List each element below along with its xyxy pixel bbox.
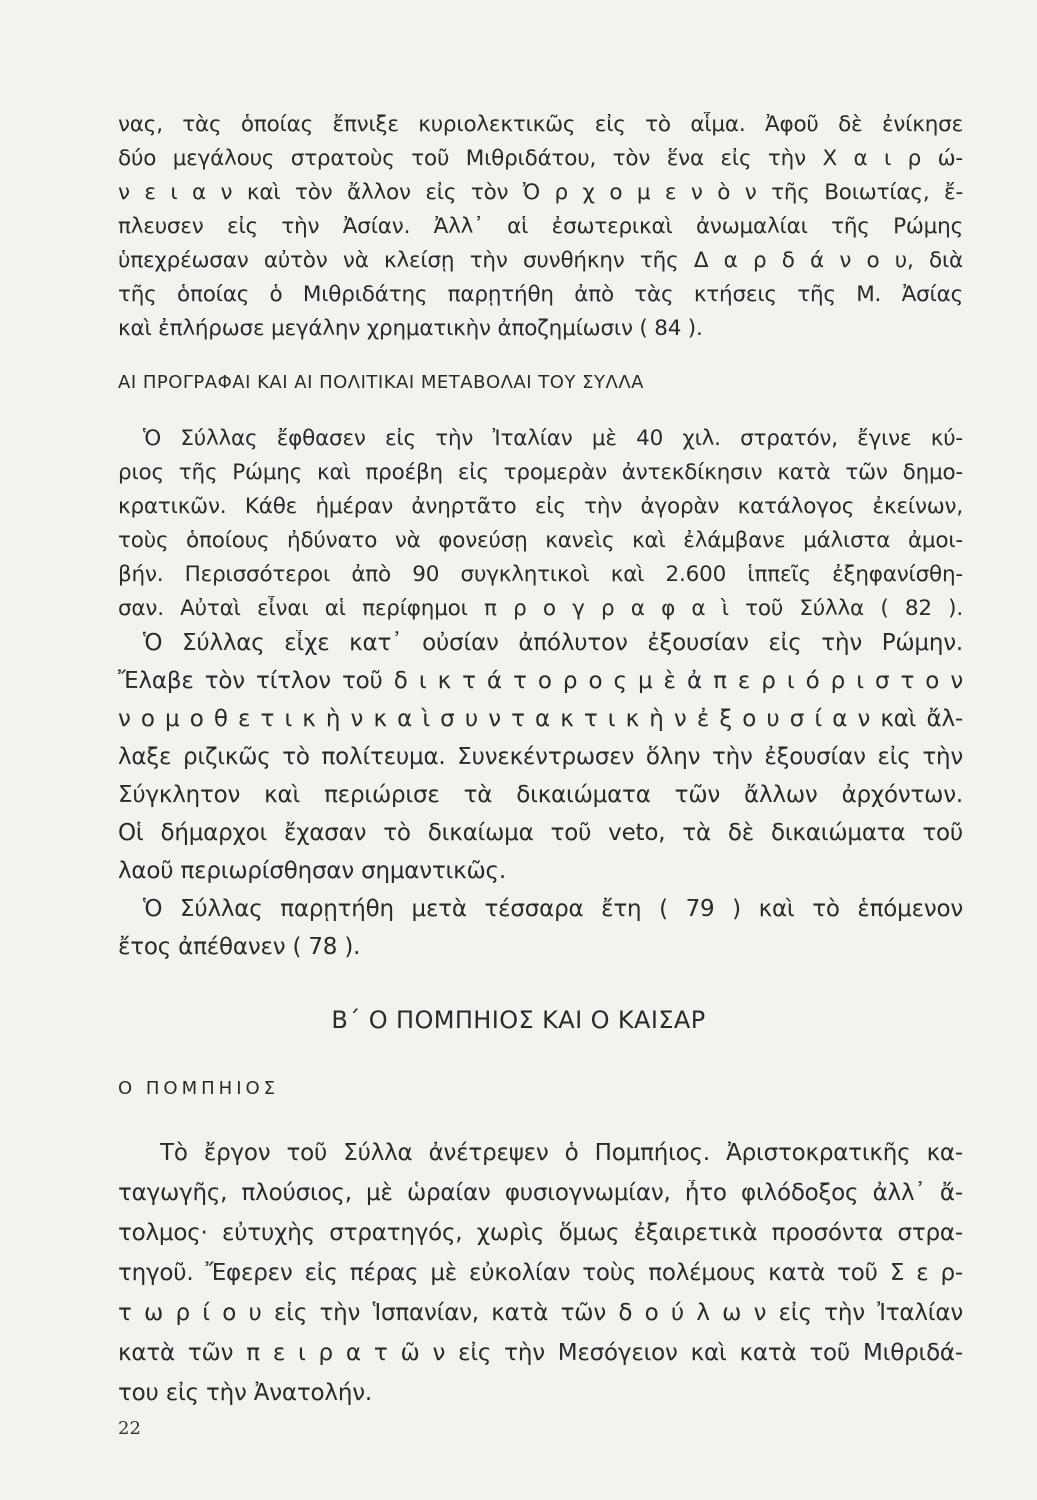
para1-line-2: δύο μεγάλους στρατοὺς τοῦ Μιθριδάτου, τὸν ἕνα εἰς τὴν Χ α ι ρ ώ- bbox=[118, 146, 963, 171]
para2-line-7: Ὁ Σύλλας εἶχε κατ᾽ οὐσίαν ἀπόλυτον ἐξουσίαν εἰς τὴν Ρώμην. bbox=[143, 630, 963, 656]
para1-line-3: ν ε ι α ν καὶ τὸν ἄλλον εἰς τὸν Ὀ ρ χ ο μ ε ν ὸ ν τῆς Βοιωτίας, ἔ- bbox=[118, 180, 963, 205]
para2-line-13: λαοῦ περιωρίσθησαν σημαντικῶς. bbox=[118, 858, 506, 884]
para2-line-6: σαν. Αὐταὶ εἶναι αἱ περίφημοι π ρ ο γ ρ α φ α ὶ τοῦ Σύλλα ( 82 ). bbox=[118, 596, 963, 621]
section-heading-proscriptions: ΑΙ ΠΡΟΓΡΑΦΑΙ ΚΑΙ ΑΙ ΠΟΛΙΤΙΚΑΙ ΜΕΤΑΒΟΛΑΙ ΤΟΥ ΣΥΛΛΑ bbox=[118, 372, 644, 393]
para3-line-7: του εἰς τὴν Ἀνατολήν. bbox=[118, 1380, 372, 1406]
para2-line-2: ριος τῆς Ρώμης καὶ προέβη εἰς τρομερὰν ἀντεκδίκησιν κατὰ τῶν δημο- bbox=[118, 460, 963, 485]
para1-line-7: καὶ ἐπλήρωσε μεγάλην χρηματικὴν ἀποζημίωσιν ( 84 ). bbox=[118, 316, 703, 341]
para2-line-12: Οἱ δήμαρχοι ἔχασαν τὸ δικαίωμα τοῦ veto, τὰ δὲ δικαιώματα τοῦ bbox=[118, 820, 963, 846]
para2-line-5: βήν. Περισσότεροι ἀπὸ 90 συγκλητικοὶ καὶ 2.600 ἱππεῖς ἐξηφανίσθη- bbox=[118, 562, 963, 587]
para2-line-15: ἔτος ἀπέθανεν ( 78 ). bbox=[118, 934, 361, 960]
para3-line-6: κατὰ τῶν π ε ι ρ α τ ῶ ν εἰς τὴν Μεσόγειον καὶ κατὰ τοῦ Μιθριδά- bbox=[118, 1340, 963, 1366]
para2-line-1: Ὁ Σύλλας ἔφθασεν εἰς τὴν Ἰταλίαν μὲ 40 χιλ. στρατόν, ἔγινε κύ- bbox=[143, 426, 963, 451]
para1-line-6: τῆς ὁποίας ὁ Μιθριδάτης παρῃτήθη ἀπὸ τὰς κτήσεις τῆς Μ. Ἀσίας bbox=[118, 282, 963, 307]
para1-line-1: νας, τὰς ὁποίας ἔπνιξε κυριολεκτικῶς εἰς τὸ αἷμα. Ἀφοῦ δὲ ἐνίκησε bbox=[118, 112, 963, 137]
para2-line-10: λαξε ριζικῶς τὸ πολίτευμα. Συνεκέντρωσεν ὅλην τὴν ἐξουσίαν εἰς τὴν bbox=[118, 744, 963, 770]
para3-line-1: Τὸ ἔργον τοῦ Σύλλα ἀνέτρεψεν ὁ Πομπήιος. Ἀριστοκρατικῆς κα- bbox=[160, 1140, 963, 1166]
para2-line-9: ν ο μ ο θ ε τ ι κ ὴ ν κ α ὶ σ υ ν τ α κ τ ι κ ὴ ν ἐ ξ ο υ σ ί α ν καὶ ἄλ- bbox=[118, 706, 963, 732]
para2-line-3: κρατικῶν. Κάθε ἡμέραν ἀνηρτᾶτο εἰς τὴν ἀγορὰν κατάλογος ἐκείνων, bbox=[118, 494, 963, 519]
para2-line-14: Ὁ Σύλλας παρῃτήθη μετὰ τέσσαρα ἔτη ( 79 ) καὶ τὸ ἑπόμενον bbox=[143, 896, 963, 922]
para3-line-2: ταγωγῆς, πλούσιος, μὲ ὡραίαν φυσιογνωμίαν, ἦτο φιλόδοξος ἀλλ᾽ ἄ- bbox=[118, 1180, 963, 1206]
para1-line-4: πλευσεν εἰς τὴν Ἀσίαν. Ἀλλ᾽ αἱ ἐσωτερικαὶ ἀνωμαλίαι τῆς Ρώμης bbox=[118, 214, 963, 239]
para3-line-3: τολμος· εὐτυχὴς στρατηγός, χωρὶς ὅμως ἐξαιρετικὰ προσόντα στρα- bbox=[118, 1220, 963, 1246]
para2-line-4: τοὺς ὁποίους ἠδύνατο νὰ φονεύσῃ κανεὶς καὶ ἐλάμβανε μάλιστα ἀμοι- bbox=[118, 528, 963, 553]
para2-line-8: Ἔλαβε τὸν τίτλον τοῦ δ ι κ τ ά τ ο ρ ο ς μ ὲ ἀ π ε ρ ι ό ρ ι σ τ ο ν bbox=[118, 668, 963, 694]
para3-line-5: τ ω ρ ί ο υ εἰς τὴν Ἱσπανίαν, κατὰ τῶν δ ο ύ λ ω ν εἰς τὴν Ἰταλίαν bbox=[118, 1300, 963, 1326]
page-number: 22 bbox=[118, 1418, 141, 1439]
section-heading-pompey: Ο ΠΟΜΠΗΙΟΣ bbox=[118, 1078, 280, 1099]
para3-line-4: τηγοῦ. Ἔφερεν εἰς πέρας μὲ εὐκολίαν τοὺς πολέμους κατὰ τοῦ Σ ε ρ- bbox=[118, 1260, 963, 1286]
para1-line-5: ὑπεχρέωσαν αὐτὸν νὰ κλείσῃ τὴν συνθήκην τῆς Δ α ρ δ ά ν ο υ, διὰ bbox=[118, 248, 963, 273]
para2-line-11: Σύγκλητον καὶ περιώρισε τὰ δικαιώματα τῶν ἄλλων ἀρχόντων. bbox=[118, 782, 963, 808]
chapter-heading: Β΄ Ο ΠΟΜΠΗΙΟΣ ΚΑΙ Ο ΚΑΙΣΑΡ bbox=[331, 1006, 706, 1034]
